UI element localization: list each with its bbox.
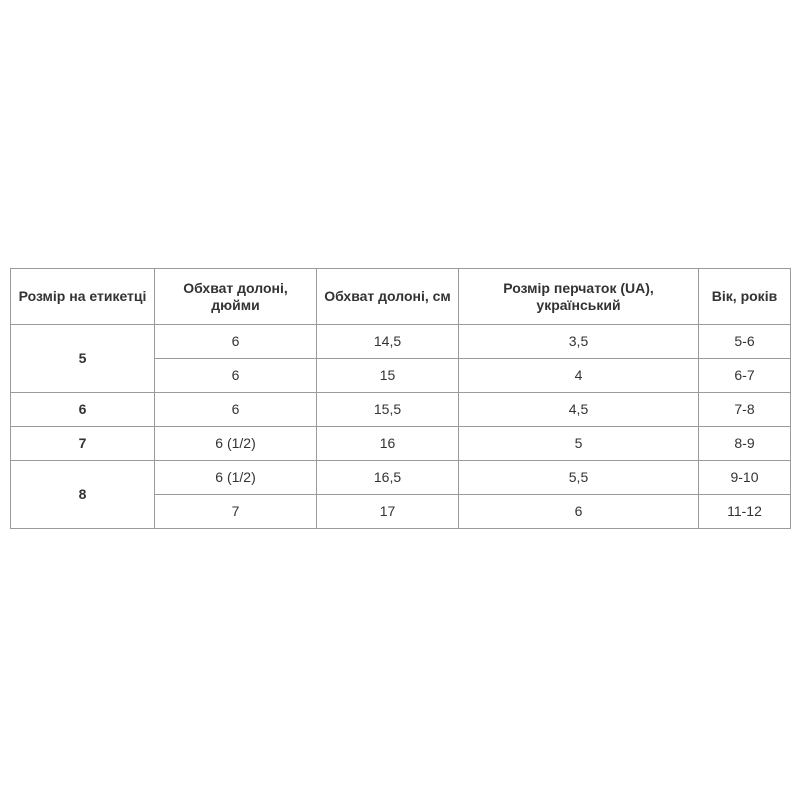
- glove-size-cell: 5,5: [459, 461, 699, 495]
- header-palm-cm: Обхват долоні, см: [317, 269, 459, 325]
- glove-size-cell: 3,5: [459, 325, 699, 359]
- size-label-cell: 7: [11, 427, 155, 461]
- header-age: Вік, років: [699, 269, 791, 325]
- glove-size-cell: 4: [459, 359, 699, 393]
- palm-cm-cell: 16: [317, 427, 459, 461]
- age-cell: 6-7: [699, 359, 791, 393]
- glove-size-cell: 4,5: [459, 393, 699, 427]
- table-row: [11, 427, 791, 461]
- palm-cm-cell: 15: [317, 359, 459, 393]
- palm-inches-cell: 7: [155, 495, 317, 529]
- size-label-cell: 8: [11, 461, 155, 529]
- palm-inches-cell: 6: [155, 325, 317, 359]
- age-cell: 7-8: [699, 393, 791, 427]
- size-label-cell: 6: [11, 393, 155, 427]
- table-header: [11, 269, 791, 325]
- header-label-size: Розмір на етикетці: [11, 269, 155, 325]
- palm-inches-cell: 6: [155, 393, 317, 427]
- table-row: [11, 325, 791, 359]
- age-cell: 8-9: [699, 427, 791, 461]
- header-row: [11, 269, 791, 325]
- palm-cm-cell: 15,5: [317, 393, 459, 427]
- palm-cm-cell: 14,5: [317, 325, 459, 359]
- header-glove-size-ua: Розмір перчаток (UA), український: [459, 269, 699, 325]
- glove-size-table: [10, 268, 791, 529]
- table-body: [11, 325, 791, 529]
- header-palm-inches: Обхват долоні, дюйми: [155, 269, 317, 325]
- table-row: [11, 393, 791, 427]
- table-row: [11, 461, 791, 495]
- age-cell: 5-6: [699, 325, 791, 359]
- size-label-cell: 5: [11, 325, 155, 393]
- palm-inches-cell: 6: [155, 359, 317, 393]
- age-cell: 11-12: [699, 495, 791, 529]
- palm-cm-cell: 16,5: [317, 461, 459, 495]
- palm-inches-cell: 6 (1/2): [155, 427, 317, 461]
- glove-size-cell: 5: [459, 427, 699, 461]
- age-cell: 9-10: [699, 461, 791, 495]
- palm-inches-cell: 6 (1/2): [155, 461, 317, 495]
- palm-cm-cell: 17: [317, 495, 459, 529]
- glove-size-cell: 6: [459, 495, 699, 529]
